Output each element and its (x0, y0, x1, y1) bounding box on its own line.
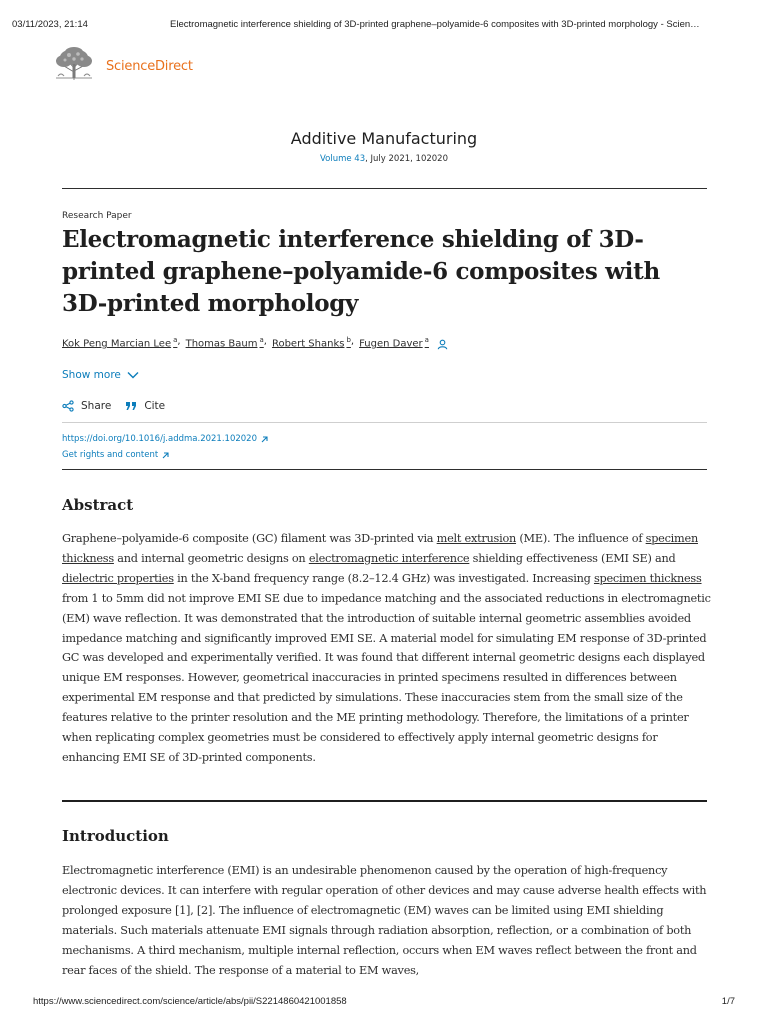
header-divider (62, 188, 707, 189)
actions-divider (62, 422, 707, 423)
author-separator: , (177, 336, 181, 347)
author-name: Robert Shanks (271, 338, 345, 350)
abstract-text (62, 529, 714, 768)
topic-link[interactable]: melt extrusion (436, 532, 517, 545)
links-divider (62, 469, 707, 470)
article-actions (62, 400, 179, 412)
author-name: Kok Peng Marcian Lee (62, 338, 172, 350)
print-page-title: Electromagnetic interference shielding of 3D-printed graphene–polyamide-6 composites with 3D-printed morphology - Scien… (170, 19, 700, 30)
author-list (62, 336, 448, 350)
show-more-button[interactable] (62, 369, 139, 381)
abstract-segment: Graphene–polyamide-6 composite (GC) filament was 3D-printed via (62, 532, 437, 545)
doi-text: https://doi.org/10.1016/j.addma.2021.102020 (62, 434, 257, 444)
issue-info (0, 154, 768, 164)
rights-text: Get rights and content (62, 450, 159, 460)
volume-link[interactable]: Volume 43 (319, 154, 366, 164)
page-number: 1/7 (721, 996, 735, 1007)
article-title: Electromagnetic interference shielding of 3D-printed graphene–polyamide-6 composites with 3D-printed morphology (62, 226, 660, 317)
author-link[interactable] (272, 336, 351, 349)
author-separator: , (350, 336, 355, 347)
external-link-icon (260, 435, 269, 444)
elsevier-tree-logo-icon (50, 46, 98, 82)
author-link[interactable] (359, 336, 429, 349)
cite-label: Cite (144, 400, 166, 412)
abstract-heading: Abstract (62, 496, 134, 514)
brand[interactable] (50, 46, 193, 82)
author-link[interactable] (186, 336, 264, 349)
article-links (62, 431, 269, 463)
abstract-segment: (ME). The influence of (516, 532, 646, 545)
article-type: Research Paper (62, 211, 132, 221)
author-name: Fugen Daver (359, 338, 423, 350)
print-url: https://www.sciencedirect.com/science/article/abs/pii/S2214860421001858 (33, 996, 347, 1007)
chevron-down-icon (127, 371, 139, 379)
author-affiliation: a (173, 336, 178, 344)
author-affiliation: a (259, 336, 264, 344)
rights-link[interactable] (62, 447, 269, 463)
introduction-heading: Introduction (62, 827, 169, 845)
author-affiliation: b (346, 336, 351, 344)
external-link-icon (161, 451, 170, 460)
topic-link[interactable]: specimen thickness (593, 571, 702, 585)
share-button[interactable] (62, 400, 111, 412)
abstract-segment: and internal geometric designs on (113, 551, 309, 565)
author-separator: , (263, 336, 267, 347)
print-date: 03/11/2023, 21:14 (12, 19, 88, 30)
abstract-segment: in the X-band frequency range (8.2–12.4 GHz) was investigated. Increasing (173, 571, 594, 585)
issue-details: , July 2021, 102020 (365, 154, 448, 164)
topic-link[interactable]: dielectric properties (62, 571, 174, 585)
topic-link[interactable]: electromagnetic interference (308, 551, 470, 565)
author-name: Thomas Baum (185, 338, 258, 350)
author-link[interactable] (62, 336, 177, 349)
cite-button[interactable] (125, 400, 165, 412)
journal-name[interactable]: Additive Manufacturing (290, 129, 478, 148)
topic-link[interactable]: specimen thickness (62, 532, 698, 565)
person-icon[interactable] (437, 339, 448, 350)
abstract-divider (62, 800, 707, 802)
share-label: Share (81, 400, 112, 412)
share-icon (62, 400, 74, 412)
introduction-text: Electromagnetic interference (EMI) is an undesirable phenomenon caused by the operation of high-frequency electronic devices. It can interfere with regular operation of other devices and may cause adverse health effects with prolonged exposure [1], [2]. The influence of electromagnetic (EM) waves can be limited using EMI shielding materials. Such materials attenuate EMI signals through radiation absorption, reflection, or a combination of both mechanisms. A third mechanism, multiple internal reflection, occurs when EM waves reflect between the front and rear faces of the shield. The response of a material to EM waves, (62, 864, 707, 977)
brand-name[interactable]: ScienceDirect (106, 58, 193, 74)
doi-link[interactable] (62, 431, 269, 447)
show-more-label: Show more (62, 369, 121, 381)
quote-icon (125, 401, 137, 411)
abstract-segment: from 1 to 5mm did not improve EMI SE due to impedance matching and the associated reductions in electromagnetic (EM) wave reflection. It was demonstrated that the introduction of suitable internal geometric assemblies avoided impedance matching and significantly improved EMI SE. A material model for simulating EM response of 3D-printed GC was developed and experimentally verified. It was found that different internal geometric designs each displayed unique EM responses. However, geometrical inaccuracies in printed specimens resulted in differences between experimental EM response and that predicted by simulations. These inaccuracies stem from the small size of the features relative to the printer resolution and the ME printing methodology. Therefore, the limitations of a printer when replicating complex geometries must be considered to effectively apply internal geometric designs for enhancing EMI SE of 3D-printed components. (62, 591, 711, 764)
author-affiliation: a (424, 336, 429, 344)
abstract-segment: shielding effectiveness (EMI SE) and (469, 551, 676, 565)
